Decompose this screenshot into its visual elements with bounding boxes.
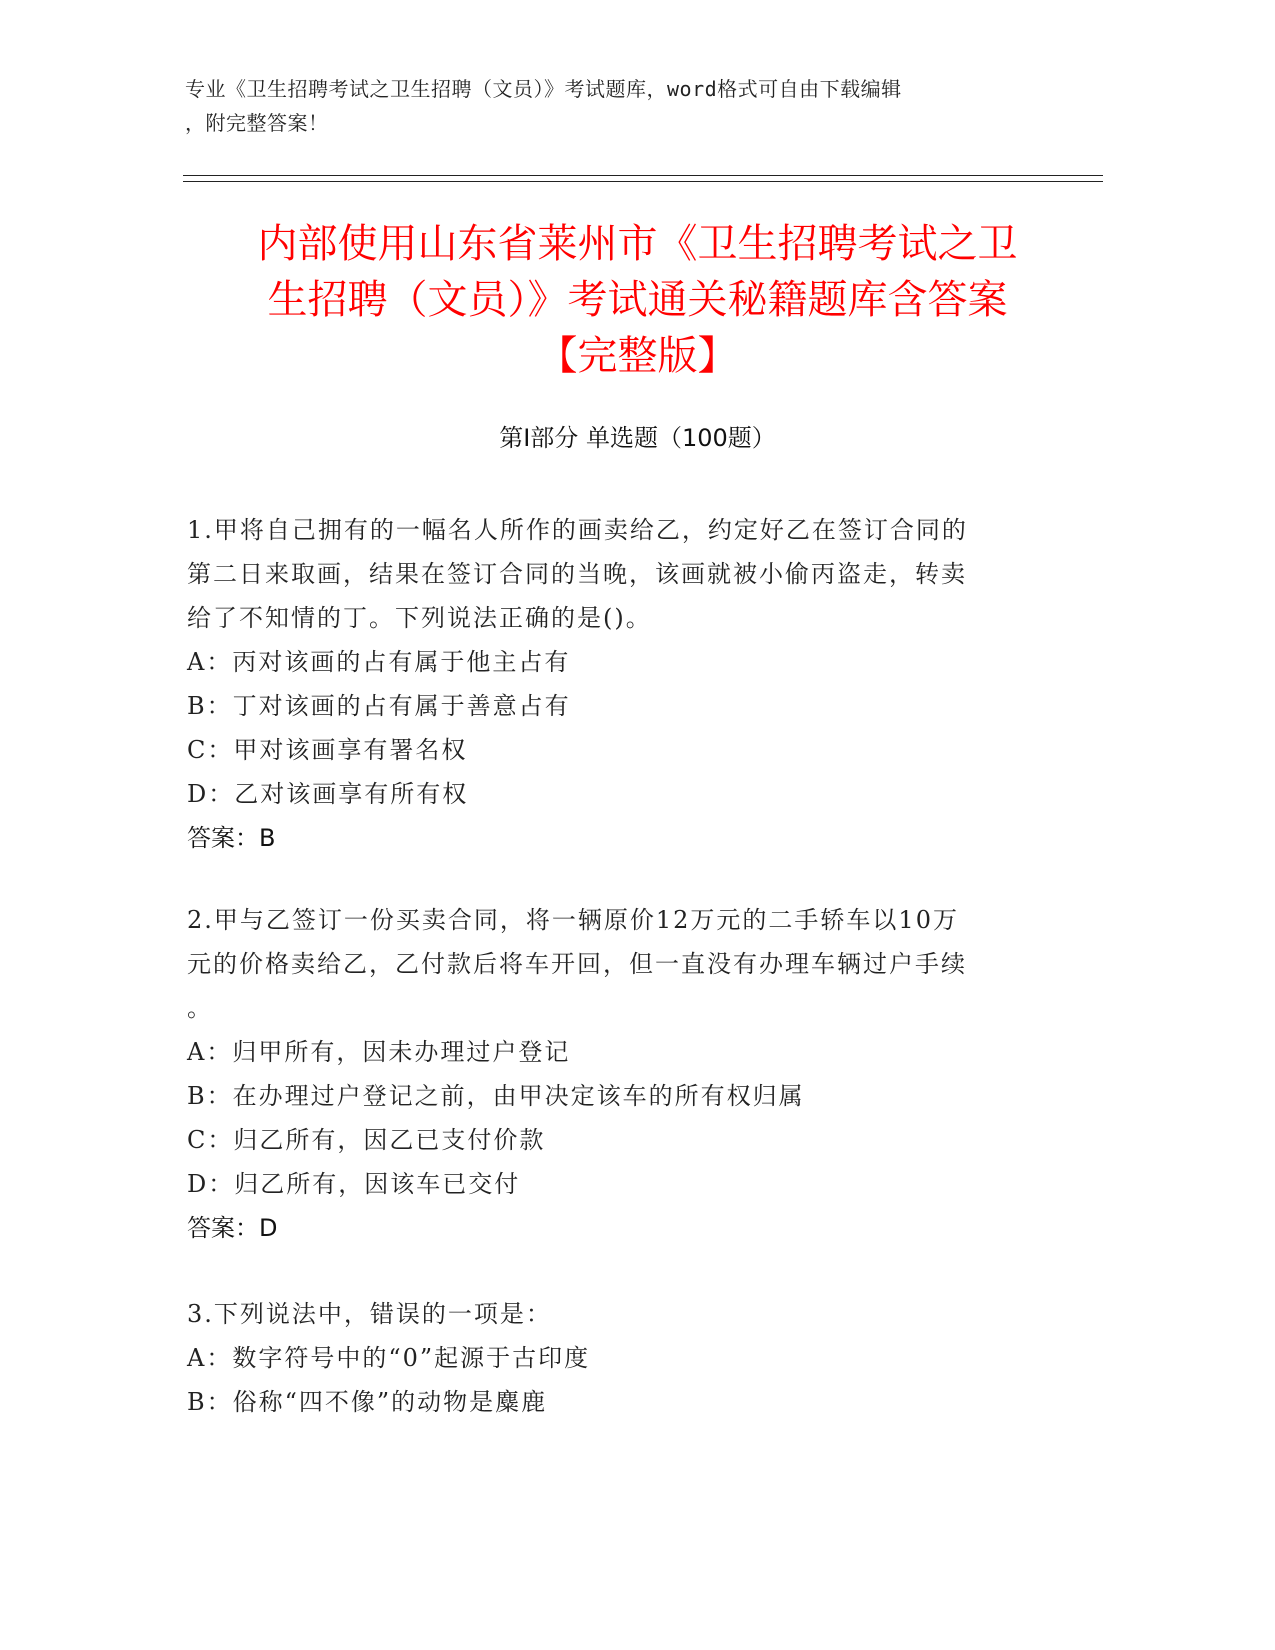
option-a: A：数字符号中的“0”起源于古印度 [187,1344,591,1372]
question-stem-line: 。 [187,994,213,1022]
question-stem-line: 给了不知情的丁。下列说法正确的是()。 [187,604,652,632]
header-note-line-1: 专业《卫生招聘考试之卫生招聘（文员）》考试题库，word格式可自由下载编辑 [185,77,902,101]
header-divider-bottom [183,181,1103,182]
header-divider-top [183,175,1103,176]
document-title-line-3: 【完整版】 [537,333,738,379]
question-stem-line: 2.甲与乙签订一份买卖合同，将一辆原价12万元的二手轿车以10万 [187,906,959,934]
header-note [185,72,1065,140]
option-b: B：在办理过户登记之前，由甲决定该车的所有权归属 [187,1082,805,1110]
answer: 答案：B [187,824,276,852]
option-d: D：归乙所有，因该车已交付 [187,1170,521,1198]
question-stem-line: 第二日来取画，结果在签订合同的当晚，该画就被小偷丙盗走，转卖 [187,560,967,588]
document-title-line-2: 生招聘（文员）》考试通关秘籍题库含答案 [267,277,1008,323]
question-stem-line: 元的价格卖给乙，乙付款后将车开回，但一直没有办理车辆过户手续 [187,950,967,978]
option-d: D：乙对该画享有所有权 [187,780,469,808]
question-3 [187,1292,1067,1424]
option-b: B：俗称“四不像”的动物是麋鹿 [187,1388,548,1416]
question-stem-line: 3.下列说法中，错误的一项是： [187,1300,552,1328]
question-stem-line: 1.甲将自己拥有的一幅名人所作的画卖给乙，约定好乙在签订合同的 [187,516,968,544]
question-2 [187,898,1067,1250]
option-a: A：归甲所有，因未办理过户登记 [187,1038,571,1066]
question-1 [187,508,1067,860]
option-c: C：甲对该画享有署名权 [187,736,468,764]
option-a: A：丙对该画的占有属于他主占有 [187,648,571,676]
option-c: C：归乙所有，因乙已支付价款 [187,1126,546,1154]
document-title [170,216,1105,384]
document-title-line-1: 内部使用山东省莱州市《卫生招聘考试之卫 [257,221,1018,267]
header-note-line-2: ，附完整答案！ [185,111,329,135]
option-b: B：丁对该画的占有属于善意占有 [187,692,571,720]
section-title: 第Ⅰ部分 单选题（100题） [499,424,776,452]
answer: 答案：D [187,1214,278,1242]
